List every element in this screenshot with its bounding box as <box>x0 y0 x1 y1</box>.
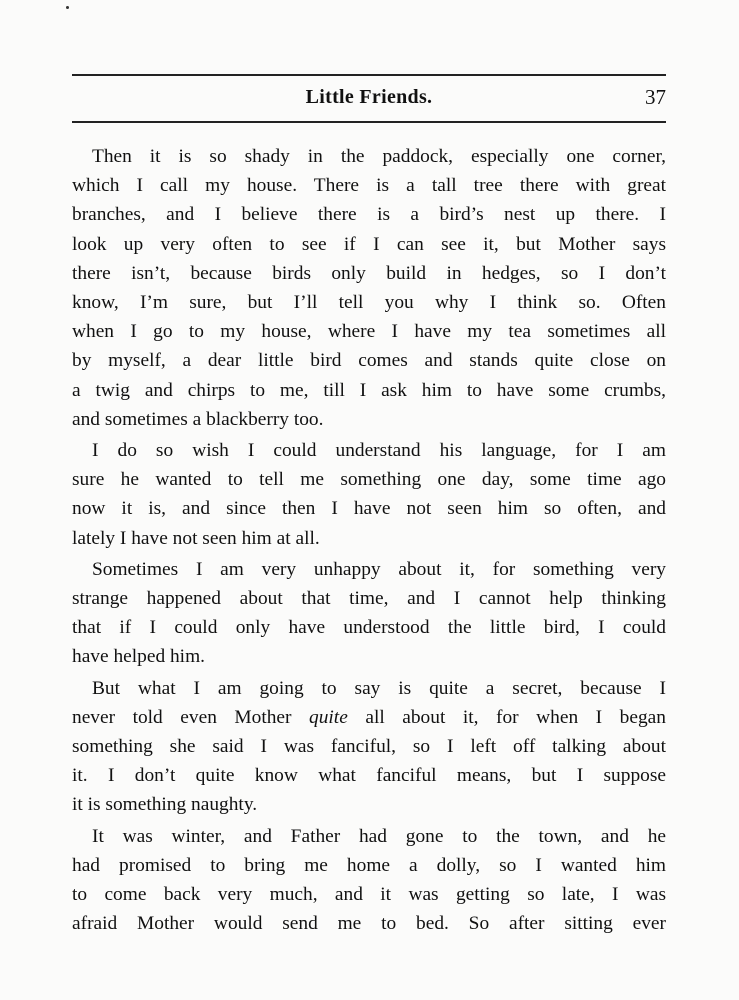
page-number: 37 <box>645 85 666 109</box>
text-line: Then it is so shady in the paddock, especially one corner, <box>92 146 666 167</box>
text-line: which I call my house. There is a tall tree there with great <box>72 175 666 197</box>
text-line: sure he wanted to tell me something one day, some time ago <box>72 469 666 491</box>
header-rule-bottom <box>72 121 666 123</box>
paragraph-1 <box>72 142 666 434</box>
text-line: afraid Mother would send me to bed. So after sitting ever <box>72 913 666 935</box>
text-line: and sometimes a blackberry too. <box>72 408 324 430</box>
text-segment: But what I am going to say is quite a secret, because I <box>92 677 666 699</box>
paragraph-5 <box>72 822 666 939</box>
paragraph-4 <box>72 674 666 820</box>
paragraph-3 <box>72 555 666 672</box>
text-line: a twig and chirps to me, till I ask him to have some crumbs, <box>72 379 666 401</box>
body-text <box>72 142 666 938</box>
text-line: have helped him. <box>72 646 205 668</box>
header-rule-top <box>72 74 666 76</box>
text-line: I do so wish I could understand his language, for I am <box>92 440 666 462</box>
text-line: there isn’t, because birds only build in hedges, so I don’t <box>72 262 666 284</box>
text-line: branches, and I believe there is a bird’s nest up there. I <box>72 204 666 226</box>
running-title: Little Friends. <box>305 86 433 108</box>
text-line <box>72 674 666 703</box>
text-line: had promised to bring me home a dolly, so I wanted him <box>72 854 666 876</box>
text-line: to come back very much, and it was getting so late, I was <box>72 884 666 906</box>
text-line: lately I have not seen him at all. <box>72 527 320 549</box>
text-line: when I go to my house, where I have my tea sometimes all <box>72 321 666 343</box>
italic-word: quite <box>309 706 348 728</box>
running-head <box>72 81 666 113</box>
print-speck <box>66 6 69 9</box>
text-line: it. I don’t quite know what fanciful means, but I suppose <box>72 765 666 787</box>
text-line: look up very often to see if I can see it, but Mother says <box>72 233 666 255</box>
paragraph-2 <box>72 436 666 553</box>
text-line: it is something naughty. <box>72 794 258 816</box>
text-line: Sometimes I am very unhappy about it, for something very <box>92 558 666 580</box>
text-segment: all about it, for when I began <box>365 706 666 728</box>
text-segment: never told even Mother <box>72 706 292 728</box>
text-line: know, I’m sure, but I’ll tell you why I think so. Often <box>72 292 666 314</box>
text-line: by myself, a dear little bird comes and stands quite close on <box>72 350 666 372</box>
text-line: that if I could only have understood the little bird, I could <box>72 617 666 639</box>
text-line <box>72 703 666 732</box>
text-line: something she said I was fanciful, so I left off talking about <box>72 736 666 758</box>
text-line: strange happened about that time, and I cannot help thinking <box>72 588 666 610</box>
text-line: now it is, and since then I have not seen him so often, and <box>72 498 666 520</box>
text-line: It was winter, and Father had gone to the town, and he <box>92 825 666 847</box>
